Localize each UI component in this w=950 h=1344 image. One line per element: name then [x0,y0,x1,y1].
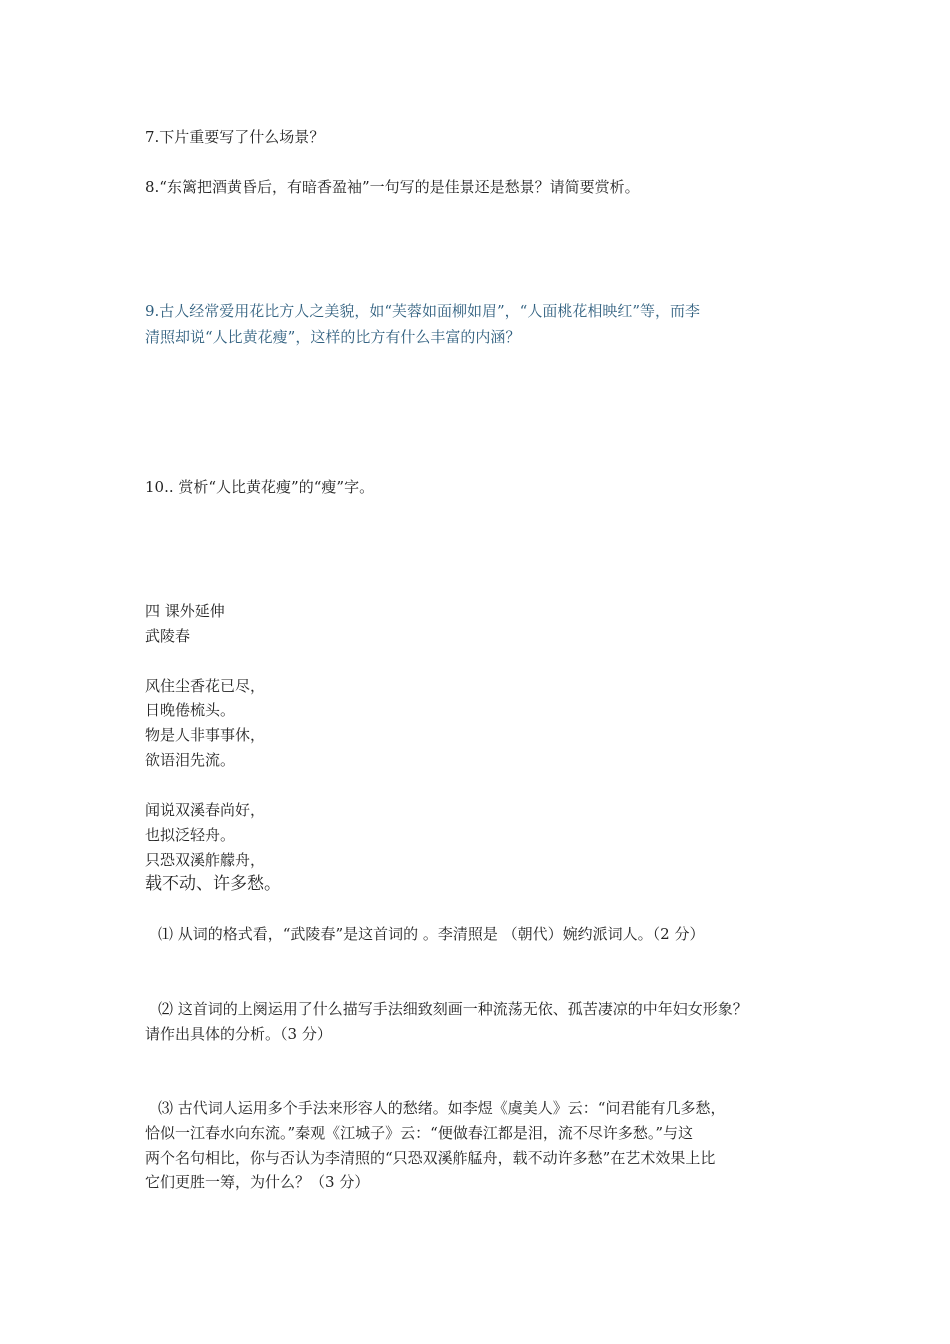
question-8: 8.“东篱把酒黄昏后，有暗香盈袖”一句写的是佳景还是愁景？请简要赏析。 [145,178,640,196]
question-10: 10.. 赏析“人比黄花瘦”的“瘦”字。 [145,478,375,496]
sub-question-3-line-4: 它们更胜一筹，为什么？（3 分） [145,1173,370,1191]
poem-title: 武陵春 [145,627,191,645]
sub-question-3-line-1: ⑶ 古代词人运用多个手法来形容人的愁绪。如李煜《虞美人》云：“问君能有几多愁， [158,1099,726,1117]
poem-line: 物是人非事事休， [145,726,266,744]
question-9-line-2: 清照却说“人比黄花瘦”，这样的比方有什么丰富的内涵？ [145,328,521,346]
poem-line: 也拟泛轻舟。 [145,826,236,844]
poem-line: 欲语泪先流。 [145,751,236,769]
poem-line: 日晚倦梳头。 [145,701,236,719]
sub-question-2-line-2: 请作出具体的分析。（3 分） [145,1025,332,1043]
sub-question-3-line-3: 两个名句相比，你与否认为李清照的“只恐双溪舴艋舟，载不动许多愁”在艺术效果上比 [145,1149,716,1167]
question-9-line-1: 9.古人经常爱用花比方人之美貌，如“芙蓉如面柳如眉”，“人面桃花相映红”等，而李 [145,302,700,320]
poem-line: 载不动、许多愁。 [145,874,281,894]
sub-question-2-line-1: ⑵ 这首词的上阕运用了什么描写手法细致刻画一种流荡无依、孤苦凄凉的中年妇女形象？ [158,1000,748,1018]
poem-line: 只恐双溪舴艨舟， [145,851,266,869]
sub-question-1: ⑴ 从词的格式看，“武陵春”是这首词的 。李清照是 （朝代）婉约派词人。（2 分） [158,925,705,943]
section-heading: 四 课外延伸 [145,602,225,620]
poem-line: 闻说双溪春尚好， [145,801,266,819]
poem-line: 风住尘香花已尽， [145,677,266,695]
sub-question-3-line-2: 恰似一江春水向东流。”秦观《江城子》云：“便做春江都是泪，流不尽许多愁。”与这 [145,1124,694,1142]
question-7: 7.下片重要写了什么场景？ [145,128,325,146]
